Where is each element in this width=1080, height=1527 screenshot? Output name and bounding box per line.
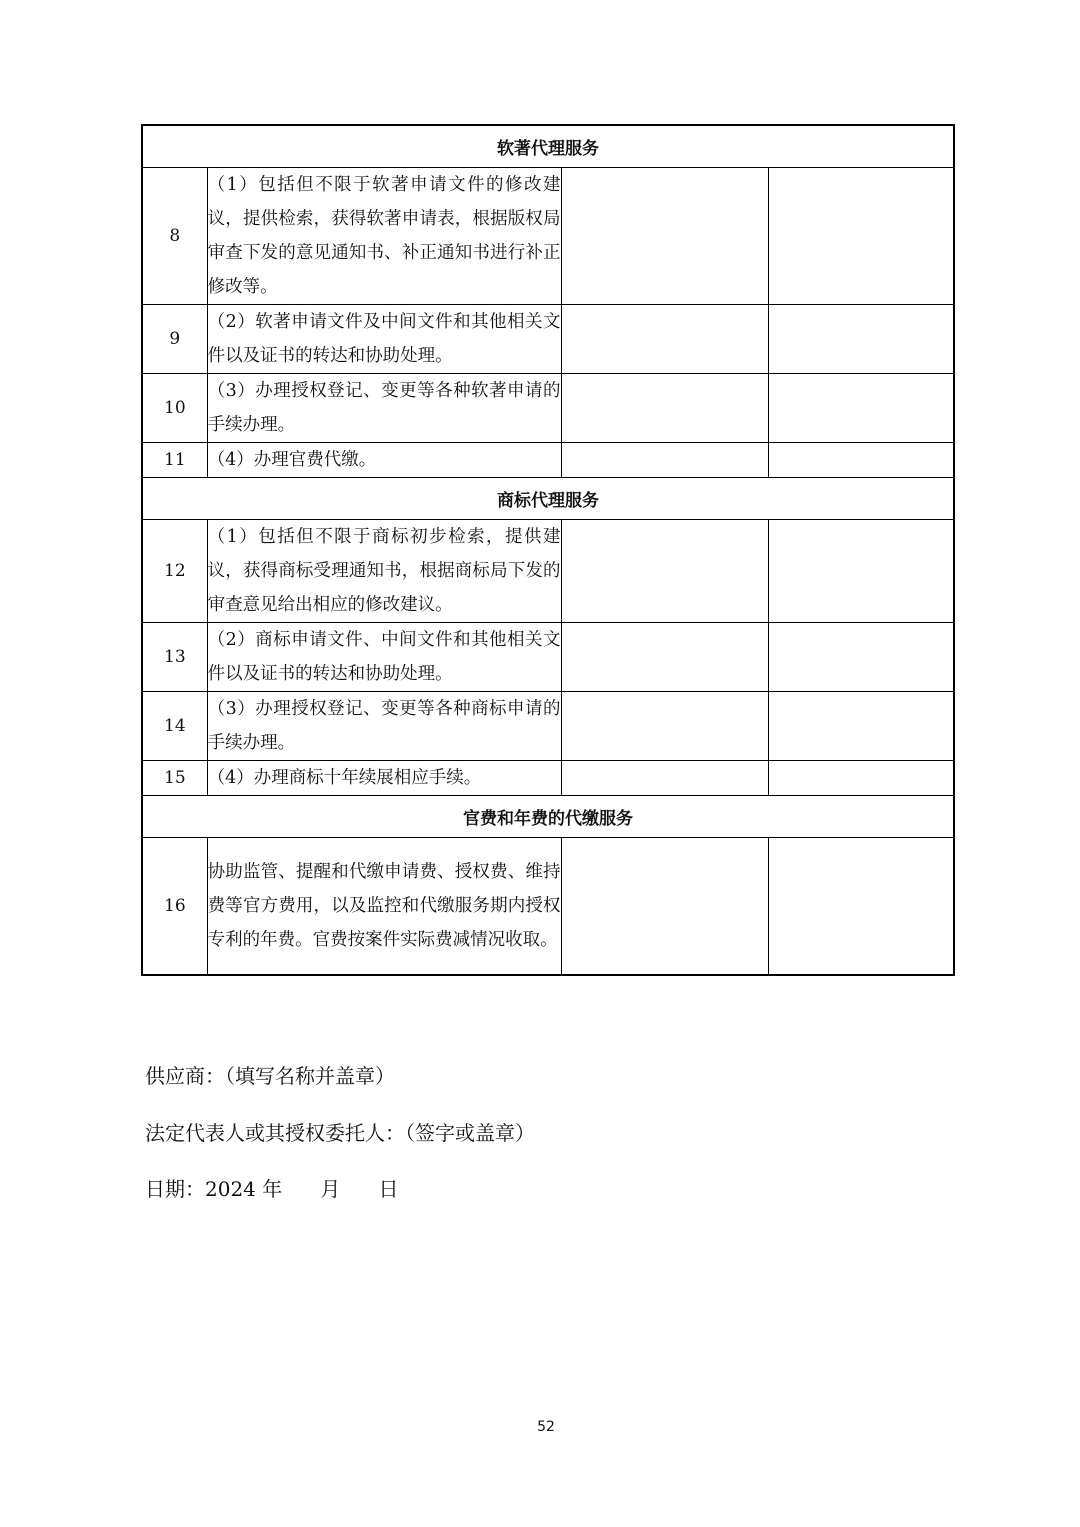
table-row bbox=[142, 305, 954, 374]
blank-cell bbox=[769, 305, 954, 374]
blank-cell bbox=[769, 623, 954, 692]
blank-cell bbox=[769, 838, 954, 975]
blank-cell bbox=[561, 692, 769, 761]
table-row bbox=[142, 623, 954, 692]
row-number: 10 bbox=[142, 374, 207, 443]
table-row bbox=[142, 692, 954, 761]
row-description: （1）包括但不限于商标初步检索，提供建议，获得商标受理通知书，根据商标局下发的审查意见给出相应的修改建议。 bbox=[207, 520, 561, 623]
row-description: （2）商标申请文件、中间文件和其他相关文件以及证书的转达和协助处理。 bbox=[207, 623, 561, 692]
table-row bbox=[142, 761, 954, 796]
service-table bbox=[141, 124, 955, 976]
blank-cell bbox=[561, 838, 769, 975]
table-row bbox=[142, 838, 954, 975]
row-description: （4）办理商标十年续展相应手续。 bbox=[207, 761, 561, 796]
blank-cell bbox=[769, 761, 954, 796]
supplier-signature-line: 供应商：（填写名称并盖章） bbox=[145, 1064, 395, 1088]
blank-cell bbox=[561, 443, 769, 478]
blank-cell bbox=[769, 520, 954, 623]
row-description: （3）办理授权登记、变更等各种软著申请的手续办理。 bbox=[207, 374, 561, 443]
section-header-row bbox=[142, 796, 954, 838]
row-description: 协助监管、提醒和代缴申请费、授权费、维持费等官方费用，以及监控和代缴服务期内授权专利的年费。官费按案件实际费减情况收取。 bbox=[207, 838, 561, 975]
blank-cell bbox=[769, 692, 954, 761]
blank-cell bbox=[769, 443, 954, 478]
row-description: （2）软著申请文件及中间文件和其他相关文件以及证书的转达和协助处理。 bbox=[207, 305, 561, 374]
row-number: 14 bbox=[142, 692, 207, 761]
row-number: 13 bbox=[142, 623, 207, 692]
blank-cell bbox=[561, 761, 769, 796]
row-number: 11 bbox=[142, 443, 207, 478]
row-number: 9 bbox=[142, 305, 207, 374]
table-row bbox=[142, 520, 954, 623]
table-row bbox=[142, 374, 954, 443]
blank-cell bbox=[561, 623, 769, 692]
blank-cell bbox=[561, 520, 769, 623]
section-title-trademark: 商标代理服务 bbox=[142, 478, 954, 520]
blank-cell bbox=[561, 374, 769, 443]
section-header-row bbox=[142, 125, 954, 168]
row-number: 8 bbox=[142, 168, 207, 305]
blank-cell bbox=[769, 168, 954, 305]
table-row bbox=[142, 443, 954, 478]
row-number: 12 bbox=[142, 520, 207, 623]
row-description: （3）办理授权登记、变更等各种商标申请的手续办理。 bbox=[207, 692, 561, 761]
section-title-fee-payment: 官费和年费的代缴服务 bbox=[142, 796, 954, 838]
blank-cell bbox=[769, 374, 954, 443]
row-number: 16 bbox=[142, 838, 207, 975]
section-header-row bbox=[142, 478, 954, 520]
row-number: 15 bbox=[142, 761, 207, 796]
blank-cell bbox=[561, 305, 769, 374]
date-line: 日期：2024 年 月 日 bbox=[145, 1177, 399, 1201]
representative-signature-line: 法定代表人或其授权委托人：（签字或盖章） bbox=[145, 1121, 535, 1145]
table-row bbox=[142, 168, 954, 305]
blank-cell bbox=[561, 168, 769, 305]
section-title-software-copyright: 软著代理服务 bbox=[142, 125, 954, 168]
row-description: （1）包括但不限于软著申请文件的修改建议，提供检索，获得软著申请表，根据版权局审查下发的意见通知书、补正通知书进行补正修改等。 bbox=[207, 168, 561, 305]
row-description: （4）办理官费代缴。 bbox=[207, 443, 561, 478]
page-number: 52 bbox=[537, 1419, 555, 1435]
